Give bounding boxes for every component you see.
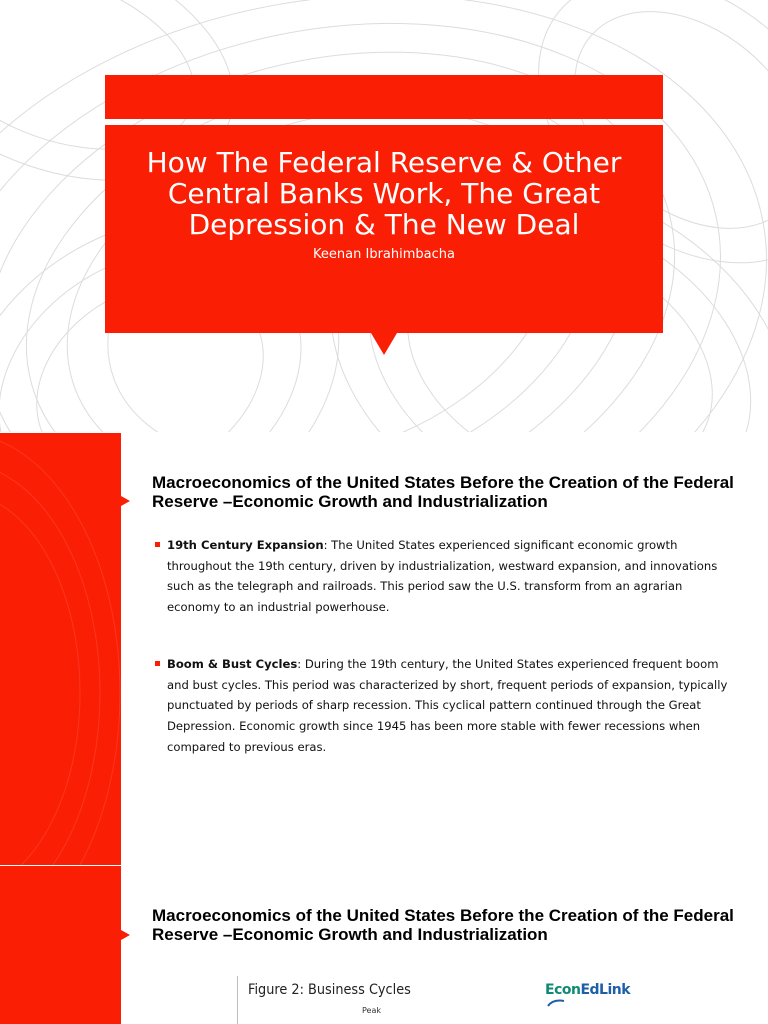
slide-accent-band [0, 433, 121, 865]
slide-accent-band [0, 866, 121, 1024]
logo-swoosh-icon [547, 998, 565, 1008]
figure-title: Figure 2: Business Cycles [248, 982, 411, 998]
heading-pointer [121, 496, 130, 506]
slide-heading: Macroeconomics of the United States Before the Creation of the Federal Reserve –Economic Growth and Industrialization [152, 906, 734, 944]
content-slide-business-cycles [0, 866, 768, 1024]
bullet-term: 19th Century Expansion [167, 538, 324, 552]
content-slide-economic-growth [0, 433, 768, 865]
econedlink-logo [543, 980, 633, 1020]
presentation-title: How The Federal Reserve & Other Central Banks Work, The Great Depression & The New Deal [146, 146, 622, 241]
bullet-text: : During the 19th century, the United States experienced frequent boom and bust cycles. This period was characterized by short, frequent periods of expansion, typically punctuated by periods of sharp recession. This cyclical pattern continued through the Great Depression. Economic growth since 1945 has been more stable with fewer recessions when compared to previous eras. [167, 656, 728, 754]
bullet-text: : The United States experienced significant economic growth throughout the 19th century, driven by industrialization, westward expansion, and innovations such as the telegraph and railroads. This period saw the U.S. transform from an agrarian economy to an industrial powerhouse. [167, 538, 718, 615]
slide-heading: Macroeconomics of the United States Before the Creation of the Federal Reserve –Economic Growth and Industrialization [152, 473, 734, 511]
presentation-author: Keenan Ibrahimbacha [313, 247, 455, 262]
bullet-term: Boom & Bust Cycles [167, 656, 298, 671]
bullet-boom-bust-cycles [155, 654, 728, 758]
bullet-marker [155, 542, 160, 547]
title-box [105, 125, 663, 333]
logo-wordmark: EconEdLink [545, 982, 631, 998]
bullet-list [155, 535, 728, 757]
bullet-19th-century-expansion [155, 535, 728, 618]
title-accent-bar [105, 75, 663, 119]
bullet-marker [155, 661, 160, 666]
figure-peak-label: Peak [362, 1006, 381, 1015]
callout-pointer [371, 333, 397, 355]
title-slide [0, 0, 768, 432]
heading-pointer [121, 930, 130, 940]
band-pattern [0, 433, 121, 865]
